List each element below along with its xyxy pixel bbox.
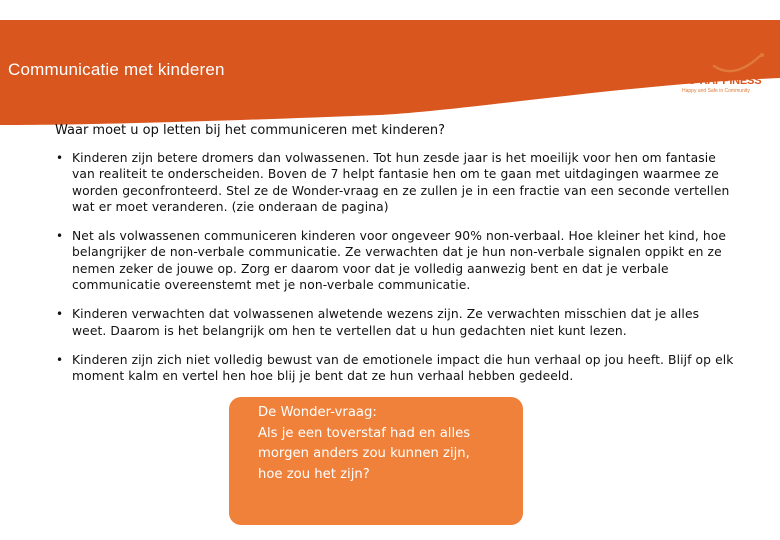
- bullet-text: Net als volwassenen communiceren kinderen voor ongeveer 90% non-verbaal. Hoe kleiner het kind, hoe belangrijker de non-verbale communicatie. Ze verwachten dat je hun non-verbale signalen oppikt en ze nemen zeker de jouwe op. Zorg er daarom voor dat je volledig aanwezig bent en dat je verbale communicatie overeenstemt met je non-verbale communicatie.: [72, 229, 727, 293]
- bullet-text: Kinderen verwachten dat volwassenen alwetende wezens zijn. Ze verwachten misschien dat je alles weet. Daarom is het belangrijk om hen te vertellen dat u hun gedachten niet kunt lezen.: [72, 307, 700, 338]
- slide-title: Communicatie met kinderen: [8, 60, 225, 79]
- bullet-dot: •: [56, 307, 64, 322]
- bullet-text: Kinderen zijn zich niet volledig bewust van de emotionele impact die hun verhaal op jou heeft. Blijf op elk moment kalm en vertel hen hoe blij je bent dat ze hun verhaal hebben gedeeld.: [72, 352, 734, 384]
- bullet-item: [55, 306, 735, 339]
- bullet-item: [55, 352, 735, 385]
- bullet-list: [55, 150, 735, 398]
- wonder-line: morgen anders zou kunnen zijn,: [258, 446, 470, 461]
- bullet-dot: •: [56, 229, 64, 244]
- wonder-title: De Wonder-vraag:: [258, 405, 377, 420]
- bullet-dot: •: [56, 352, 64, 367]
- bullet-dot: •: [56, 151, 64, 165]
- bullet-item: [55, 228, 735, 293]
- co-happiness-logo: [676, 50, 776, 98]
- wonder-line: Als je een toverstaf had en alles: [258, 425, 471, 441]
- logo-name: CO-HAPPINESS: [680, 75, 762, 87]
- bullet-item: [55, 150, 735, 215]
- bullet-text: Kinderen zijn betere dromers dan volwassenen. Tot hun zesde jaar is het moeilijk voor hen om fantasie van realiteit te onderscheiden. Boven de 7 helpt fantasie hen om te gaan met uitdagingen waarmee ze worden geconfronteerd. Stel ze de Wonder-vraag en ze zullen je in een fractie van een seconde vertellen wat er moet veranderen. (zie onderaan de pagina): [72, 151, 730, 214]
- wonder-line: hoe zou het zijn?: [258, 466, 370, 482]
- section-question: Waar moet u op letten bij het communiceren met kinderen?: [55, 123, 446, 138]
- title-banner: [0, 20, 780, 125]
- wonder-question-box: [229, 397, 523, 525]
- logo-tagline: Happy and Safe in Community: [682, 88, 750, 94]
